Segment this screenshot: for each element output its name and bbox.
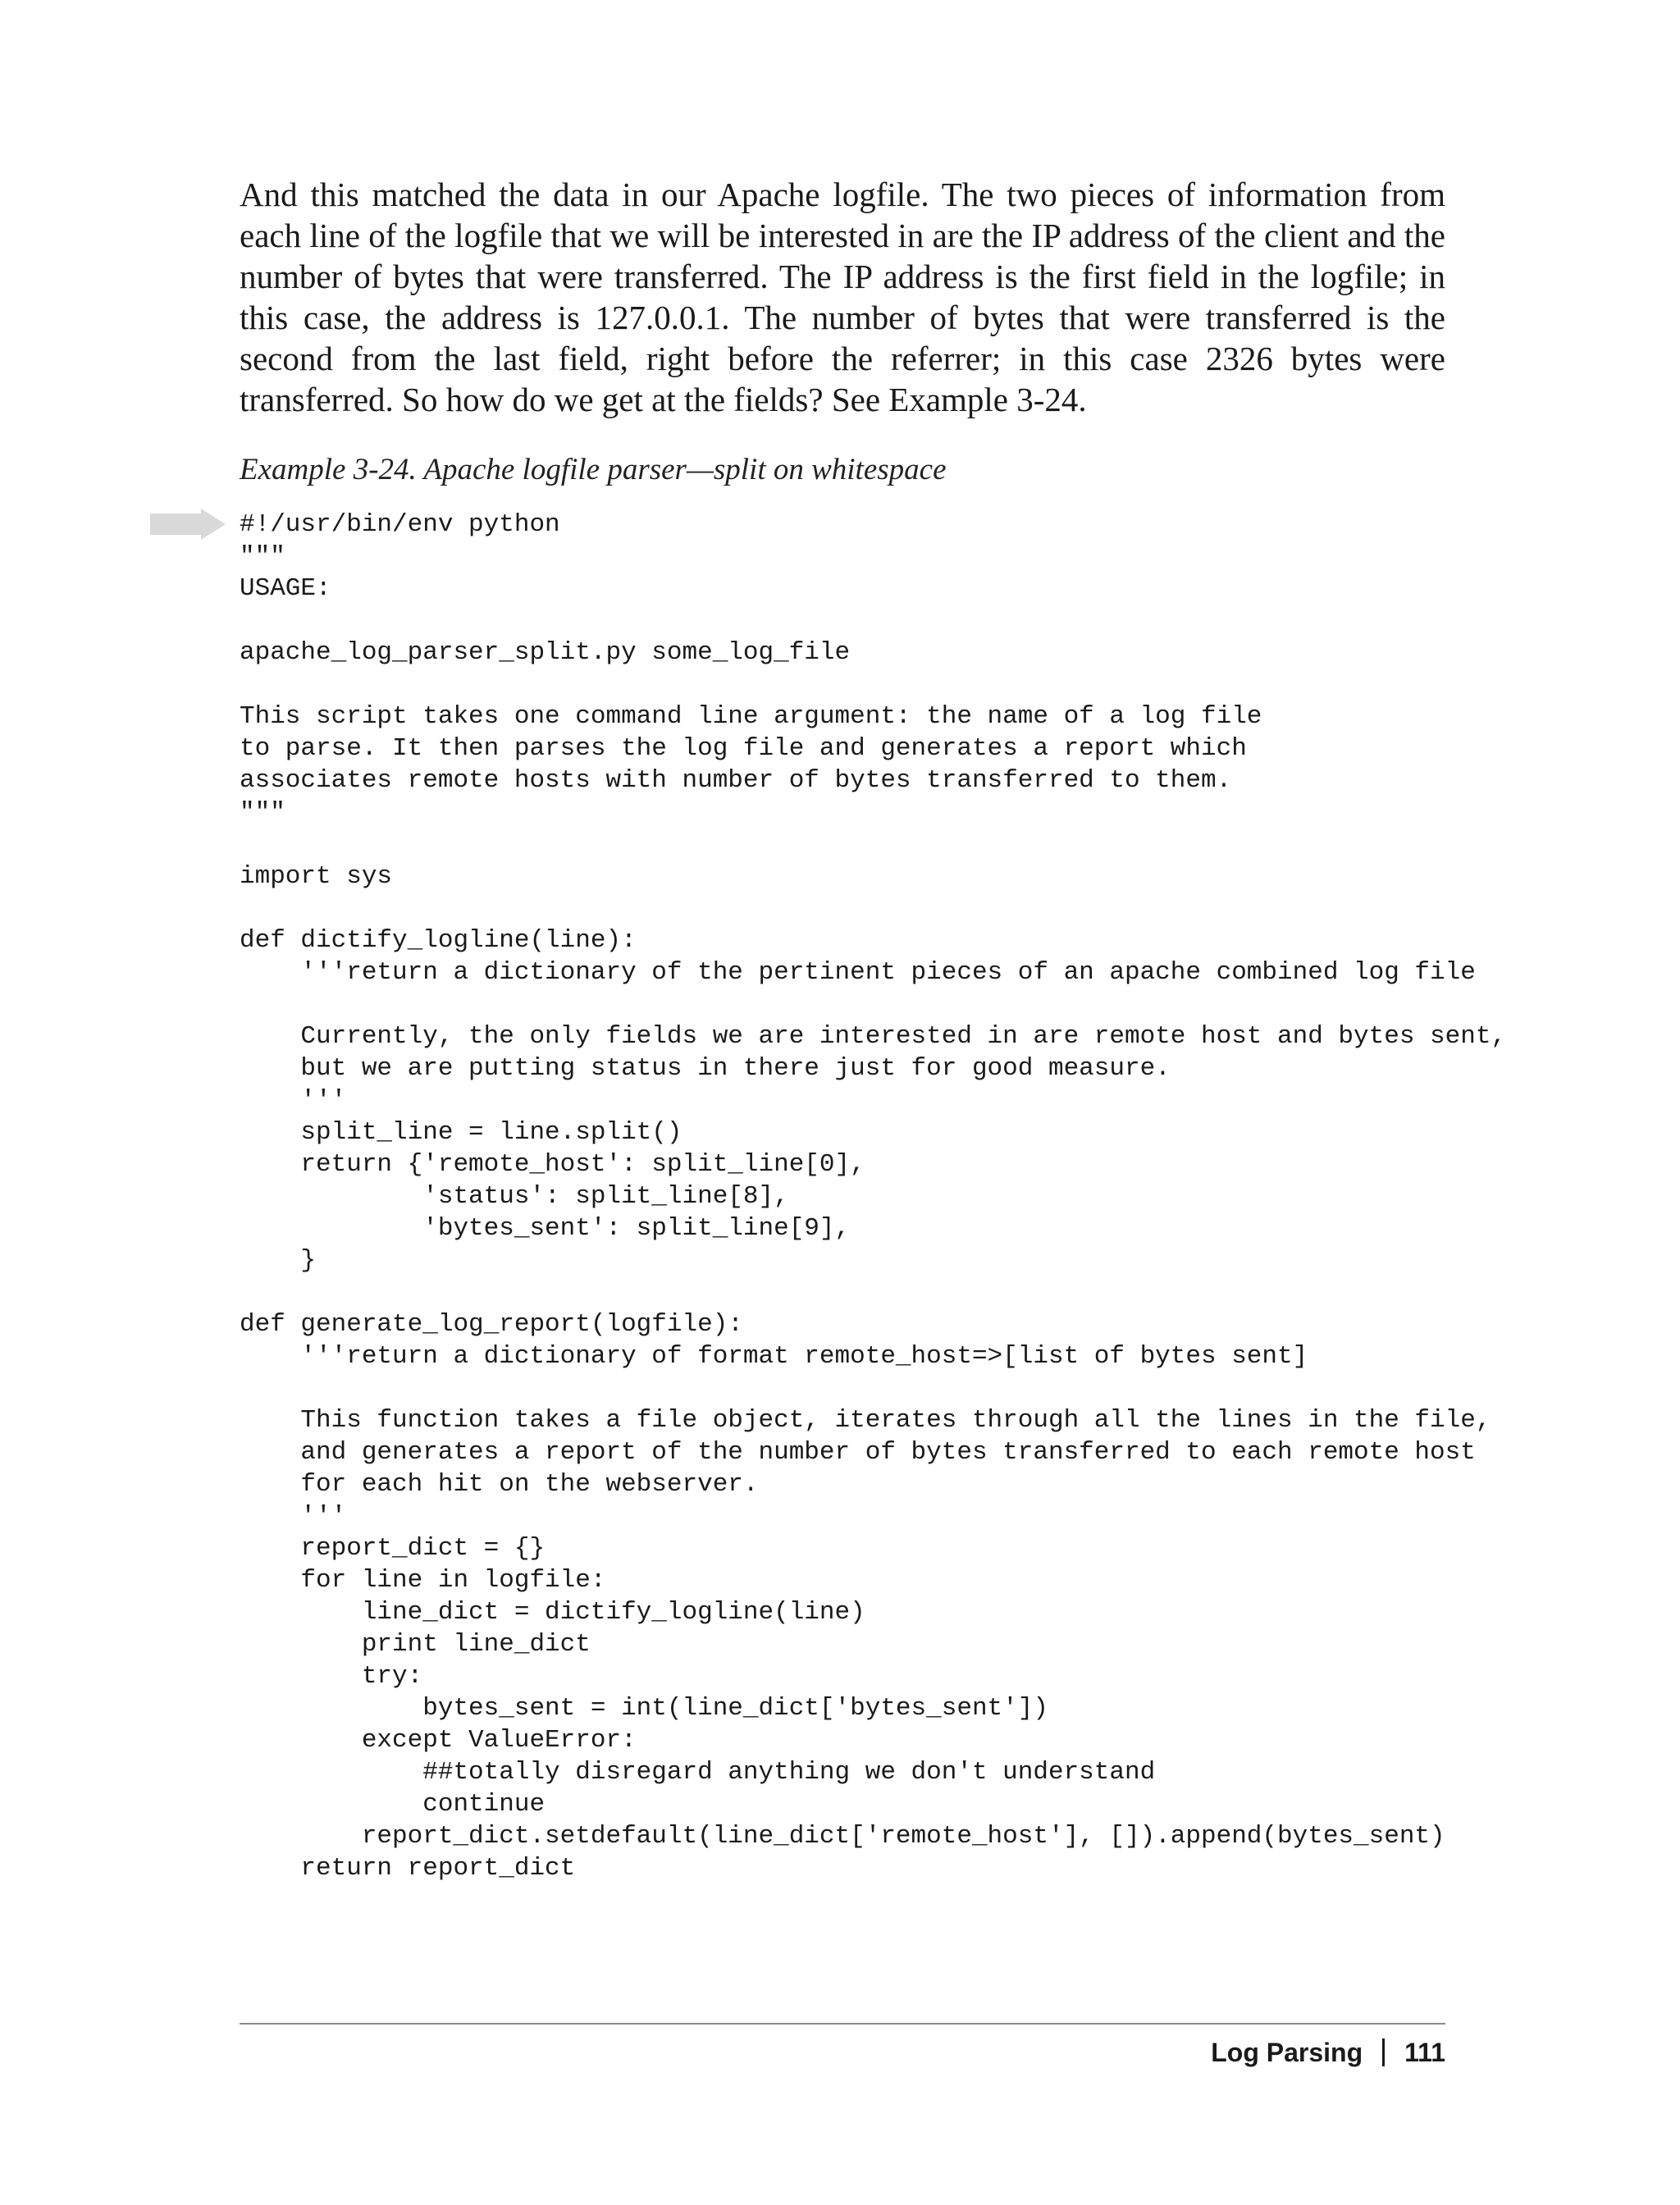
code-line: split_line = line.split() [240,1118,682,1147]
code-line [240,605,1506,637]
code-line: print line_dict [240,1630,591,1659]
code-line: for each hit on the webserver. [240,1470,759,1499]
code-line: continue [240,1790,546,1819]
code-line: line_dict = dictify_logline(line) [240,1598,865,1627]
code-line: ''' [240,1502,347,1531]
code-line [240,892,1506,924]
code-line: try: [240,1662,423,1691]
code-line: report_dict.setdefault(line_dict['remote_host'], []).append(bytes_sent) [240,1822,1445,1851]
code-line: This script takes one command line argument: the name of a log file [240,702,1262,731]
footer-rule [240,2023,1445,2025]
intro-paragraph: And this matched the data in our Apache logfile. The two pieces of information from each line of the logfile that we will be interested in are the IP address of the client and the number of bytes that were transferred. The IP address is the first field in the logfile; in this case, the address is 127.0.0.1. The number of bytes that were transferred is the second from the last field, right before the referrer; in this case 2326 bytes were transferred. So how do we get at the fields? See Example 3-24. [240,176,1445,418]
code-line: and generates a report of the number of bytes transferred to each remote host [240,1438,1476,1467]
footer-separator [1382,2038,1385,2066]
code-listing [240,509,1506,1884]
example-caption: Example 3-24. Apache logfile parser—split on whitespace [240,453,947,486]
code-line: to parse. It then parses the log file and generates a report which [240,734,1247,763]
code-line [240,669,1506,701]
code-line: but we are putting status in there just for good measure. [240,1054,1171,1083]
code-line: import sys [240,862,393,891]
code-line [240,829,1506,861]
code-line: def dictify_logline(line): [240,926,637,955]
code-line: } [240,1246,317,1275]
code-line: except ValueError: [240,1726,637,1755]
page-number: 111 [1404,2038,1445,2067]
code-line: 'bytes_sent': split_line[9], [240,1214,851,1243]
code-line: bytes_sent = int(line_dict['bytes_sent']) [240,1694,1048,1723]
code-line: """ [240,798,285,827]
code-line: return {'remote_host': split_line[0], [240,1150,865,1179]
code-line: apache_log_parser_split.py some_log_file [240,638,851,667]
code-line [240,1276,1506,1308]
code-line: return report_dict [240,1854,576,1883]
code-line: '''return a dictionary of format remote_host=>[list of bytes sent] [240,1342,1308,1371]
code-line: USAGE: [240,574,331,603]
code-line: This function takes a file object, iterates through all the lines in the file, [240,1406,1491,1435]
code-line: ##totally disregard anything we don't understand [240,1758,1156,1787]
page-footer [1211,2034,1445,2070]
code-line [240,1372,1506,1404]
code-line: 'status': split_line[8], [240,1182,789,1211]
code-line: """ [240,542,285,571]
code-line: ''' [240,1086,347,1115]
code-line: #!/usr/bin/env python [240,510,560,539]
code-line [240,988,1506,1020]
code-line: report_dict = {} [240,1534,546,1563]
code-line: '''return a dictionary of the pertinent pieces of an apache combined log file [240,958,1476,987]
running-footer-title: Log Parsing [1211,2038,1363,2067]
code-line: Currently, the only fields we are interested in are remote host and bytes sent, [240,1022,1507,1051]
code-line: for line in logfile: [240,1566,606,1595]
code-line: associates remote hosts with number of bytes transferred to them. [240,766,1232,795]
margin-arrow-icon [150,509,226,540]
code-line: def generate_log_report(logfile): [240,1310,743,1339]
